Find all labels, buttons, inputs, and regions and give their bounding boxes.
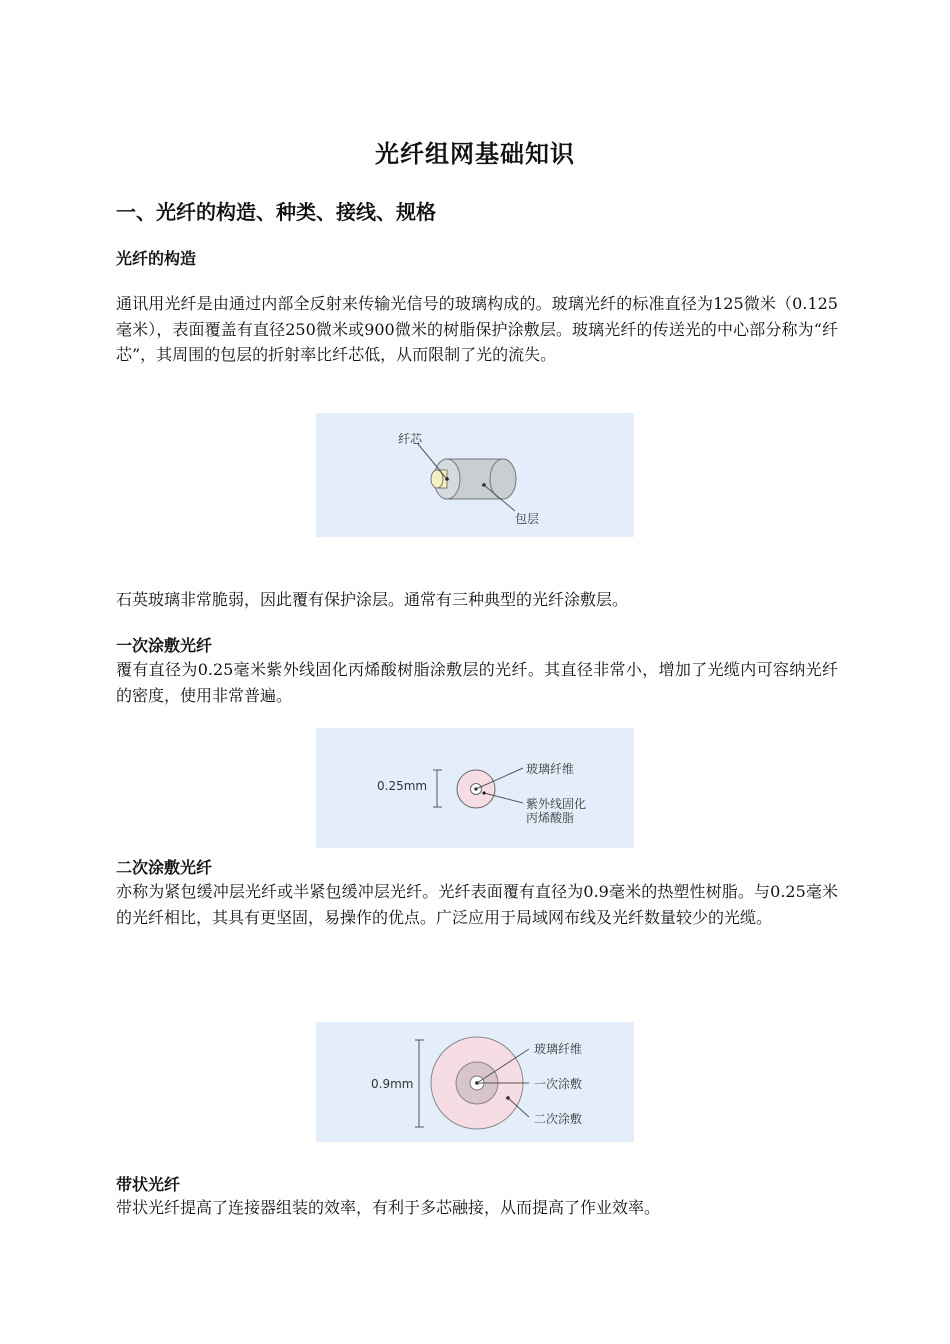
figure-secondary-coating [316,1022,634,1142]
label-secondary: 二次涂敷 [534,1112,583,1126]
figure-fiber-structure [316,413,634,537]
label-glass: 玻璃纤维 [534,1042,583,1056]
paragraph-structure: 通讯用光纤是由通过内部全反射来传输光信号的玻璃构成的。玻璃光纤的标准直径为125微米（0.125毫米），表面覆盖有直径250微米或900微米的树脂保护涂敷层。玻璃光纤的传送光的中心部分称为“纤芯”，其周围的包层的折射率比纤芯低，从而限制了光的流失。 [116,294,838,364]
label-uv-2: 丙烯酸脂 [526,811,575,825]
label-primary: 一次涂敷 [534,1077,583,1091]
subheading-ribbon: 带状光纤 [116,1175,181,1194]
subheading-secondary: 二次涂敷光纤 [116,858,213,877]
label-dimension: 0.25mm [377,779,428,793]
label-uv-1: 紫外线固化 [526,797,587,811]
label-core: 纤芯 [398,432,423,446]
section-heading: 一、光纤的构造、种类、接线、规格 [116,200,436,224]
label-cladding: 包层 [515,512,540,526]
subheading-primary: 一次涂敷光纤 [116,636,213,655]
paragraph-primary: 覆有直径为0.25毫米紫外线固化丙烯酸树脂涂敷层的光纤。其直径非常小，增加了光缆内可容纳光纤的密度，使用非常普遍。 [116,660,838,705]
subheading-structure: 光纤的构造 [116,249,197,268]
paragraph-secondary: 亦称为紧包缓冲层光纤或半紧包缓冲层光纤。光纤表面覆有直径为0.9毫米的热塑性树脂。与0.25毫米的光纤相比，其具有更坚固，易操作的优点。广泛应用于局域网布线及光纤数量较少的光缆。 [116,882,838,927]
paragraph-ribbon: 带状光纤提高了连接器组装的效率，有利于多芯融接，从而提高了作业效率。 [116,1198,661,1217]
label-glass: 玻璃纤维 [526,762,575,776]
figure-primary-coating [316,728,634,848]
paragraph-coating-intro: 石英玻璃非常脆弱，因此覆有保护涂层。通常有三种典型的光纤涂敷层。 [116,590,629,609]
page-title: 光纤组网基础知识 [375,140,575,168]
label-dimension: 0.9mm [371,1077,414,1091]
